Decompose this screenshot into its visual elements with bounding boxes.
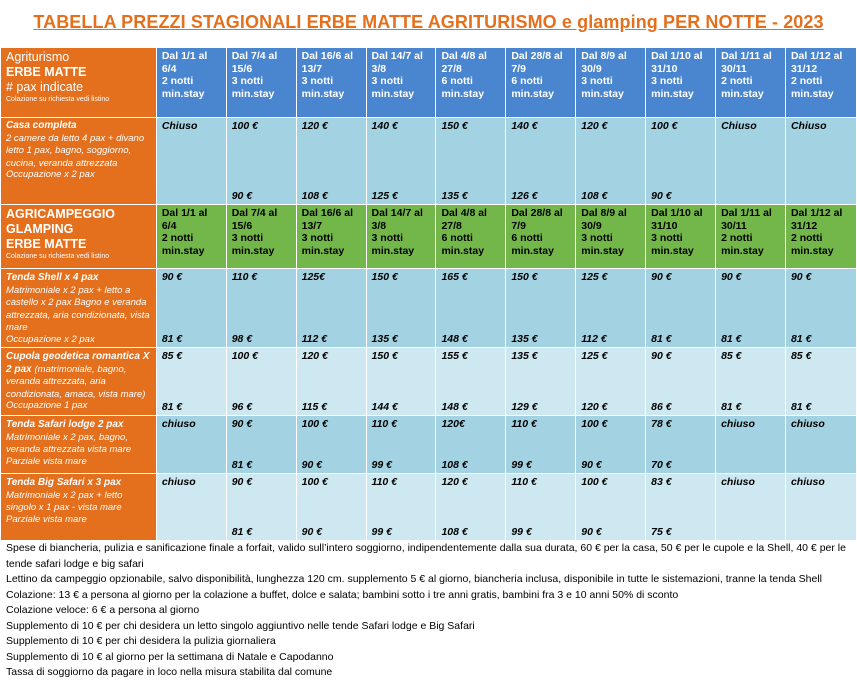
price-discounted: 81 € bbox=[651, 332, 672, 345]
price-discounted: 120 € bbox=[581, 400, 608, 413]
accommodation-name: Cupola geodetica romantica X 2 pax bbox=[6, 351, 150, 375]
price-discounted: 112 € bbox=[581, 332, 607, 345]
period-header-1 bbox=[156, 205, 226, 269]
price-discounted: 148 € bbox=[441, 332, 468, 345]
price-discounted: 70 € bbox=[651, 458, 672, 471]
period-dates: Dal 1/11 al 30/11 bbox=[721, 50, 772, 75]
price-discounted: 81 € bbox=[161, 332, 183, 345]
period-min-stay: 3 notti min.stay bbox=[371, 232, 415, 257]
price-cell bbox=[366, 416, 436, 474]
period-header-7 bbox=[576, 205, 646, 269]
price-discounted: 81 € bbox=[790, 400, 812, 413]
price-discounted: 99 € bbox=[511, 458, 532, 471]
period-header-4 bbox=[366, 48, 436, 118]
price-full: 100 € bbox=[231, 120, 258, 132]
note-line: Supplemento di 10 € al giorno per la settimana di Natale e Capodanno bbox=[6, 650, 334, 663]
price-discounted: 99 € bbox=[371, 525, 392, 538]
period-dates: Dal 28/8 al 7/9 bbox=[511, 207, 563, 232]
price-discounted: 90 € bbox=[581, 458, 602, 471]
accommodation-label bbox=[1, 269, 157, 348]
price-cell bbox=[226, 269, 296, 348]
price-full: 100 € bbox=[301, 476, 328, 488]
glamping-line3: ERBE MATTE bbox=[6, 237, 87, 251]
note-line: Spese di biancheria, pulizia e sanificazione finale a forfait, valido sull’intero soggiorno, indipendentemente dalla sua durata, 60 € per la casa, 50 € per le cupole e la Shell, 40 € per le tende safari lodge e big safari bbox=[6, 542, 846, 570]
price-full: 90 € bbox=[790, 271, 812, 283]
price-cell bbox=[156, 118, 226, 205]
period-dates: Dal 14/7 al 3/8 bbox=[371, 50, 423, 75]
price-discounted: 81 € bbox=[231, 458, 253, 471]
price-cell bbox=[436, 474, 506, 541]
price-full: 90 € bbox=[721, 271, 742, 283]
accommodation-desc: 2 camere da letto 4 pax + divano letto 1 pax, bagno, soggiorno, cucina, veranda attrezzata bbox=[6, 132, 145, 169]
price-discounted: 115 € bbox=[301, 400, 328, 413]
accommodation-label bbox=[1, 416, 157, 474]
price-full: 140 € bbox=[511, 120, 538, 132]
price-full: chiuso bbox=[721, 476, 755, 488]
period-header-2 bbox=[226, 205, 296, 269]
accommodation-name: Tenda Safari lodge 2 pax bbox=[6, 419, 124, 430]
price-cell bbox=[156, 416, 226, 474]
price-full: 155 € bbox=[441, 350, 468, 362]
price-cell bbox=[296, 474, 366, 541]
price-full: 110 € bbox=[371, 418, 398, 430]
price-cell bbox=[646, 348, 716, 416]
note-line: Supplemento di 10 € per chi desidera la pulizia giornaliera bbox=[6, 635, 276, 647]
price-cell bbox=[436, 118, 506, 205]
price-full: 100 € bbox=[231, 350, 258, 362]
price-full: 78 € bbox=[651, 418, 672, 430]
price-full: 150 € bbox=[441, 120, 468, 132]
accommodation-occupancy: Occupazione x 2 pax bbox=[6, 333, 95, 345]
accommodation-name: Casa completa bbox=[6, 120, 77, 131]
price-discounted: 81 € bbox=[721, 400, 742, 413]
period-dates: Dal 4/8 al 27/8 bbox=[441, 50, 487, 75]
price-full: 85 € bbox=[790, 350, 812, 362]
price-full: Chiuso bbox=[721, 120, 757, 132]
period-dates: Dal 1/12 al 31/12 bbox=[790, 207, 843, 232]
price-full: 140 € bbox=[371, 120, 398, 132]
price-cell bbox=[785, 269, 856, 348]
price-cell bbox=[436, 269, 506, 348]
period-header-9 bbox=[716, 205, 786, 269]
price-full: chiuso bbox=[790, 476, 825, 488]
price-full: chiuso bbox=[161, 476, 196, 488]
accommodation-occupancy: Occupazione 1 pax bbox=[6, 400, 88, 411]
period-header-5 bbox=[436, 205, 506, 269]
price-full: 90 € bbox=[161, 271, 183, 283]
price-full: 120€ bbox=[441, 418, 465, 430]
glamping-line2: GLAMPING bbox=[6, 222, 74, 236]
price-discounted: 135 € bbox=[441, 189, 468, 202]
price-discounted: 108 € bbox=[441, 458, 468, 471]
price-discounted: 99 € bbox=[511, 525, 532, 538]
price-full: 83 € bbox=[651, 476, 672, 488]
price-cell bbox=[506, 348, 576, 416]
price-discounted: 81 € bbox=[161, 400, 183, 413]
price-discounted: 81 € bbox=[231, 525, 253, 538]
price-discounted: 135 € bbox=[511, 332, 538, 345]
price-discounted: 108 € bbox=[301, 189, 328, 202]
period-min-stay: 3 notti min.stay bbox=[581, 232, 624, 257]
period-header-3 bbox=[296, 205, 366, 269]
price-full: 90 € bbox=[231, 418, 253, 430]
note-line: Colazione veloce: 6 € a persona al giorno bbox=[6, 604, 200, 616]
price-cell bbox=[506, 118, 576, 205]
price-discounted: 81 € bbox=[721, 332, 742, 345]
period-min-stay: 6 notti min.stay bbox=[441, 232, 485, 257]
glamping-label bbox=[1, 205, 157, 269]
accommodation-name: Tenda Big Safari x 3 pax bbox=[6, 477, 122, 488]
period-header-8 bbox=[646, 205, 716, 269]
period-dates: Dal 1/12 al 31/12 bbox=[790, 50, 843, 75]
period-min-stay: 3 notti min.stay bbox=[371, 75, 415, 100]
period-min-stay: 3 notti min.stay bbox=[651, 232, 694, 257]
period-header-6 bbox=[506, 48, 576, 118]
price-full: 165 € bbox=[441, 271, 468, 283]
price-full: 150 € bbox=[511, 271, 538, 283]
period-min-stay: 3 notti min.stay bbox=[301, 232, 345, 257]
price-cell bbox=[296, 348, 366, 416]
period-dates: Dal 1/1 al 6/4 bbox=[161, 50, 208, 75]
period-header-9 bbox=[716, 48, 786, 118]
price-discounted: 86 € bbox=[651, 400, 672, 413]
price-full: chiuso bbox=[790, 418, 825, 430]
price-cell bbox=[785, 474, 856, 541]
price-cell bbox=[156, 269, 226, 348]
price-cell bbox=[576, 416, 646, 474]
period-dates: Dal 14/7 al 3/8 bbox=[371, 207, 423, 232]
price-cell bbox=[436, 416, 506, 474]
price-full: chiuso bbox=[721, 418, 755, 430]
price-cell bbox=[436, 348, 506, 416]
period-header-7 bbox=[576, 48, 646, 118]
period-header-4 bbox=[366, 205, 436, 269]
accommodation-desc: Matrimoniale x 2 pax, bagno, veranda attrezzata vista mare bbox=[6, 431, 132, 455]
price-discounted: 90 € bbox=[301, 458, 323, 471]
price-cell bbox=[646, 474, 716, 541]
price-full: 125 € bbox=[581, 350, 608, 362]
price-discounted: 112 € bbox=[301, 332, 328, 345]
price-full: 110 € bbox=[511, 476, 537, 488]
price-discounted: 108 € bbox=[441, 525, 468, 538]
price-cell bbox=[366, 269, 436, 348]
price-full: 120 € bbox=[581, 120, 608, 132]
price-cell bbox=[646, 118, 716, 205]
accommodation-occupancy: Occupazione x 2 pax bbox=[6, 169, 95, 180]
period-header-2 bbox=[226, 48, 296, 118]
period-header-3 bbox=[296, 48, 366, 118]
price-cell bbox=[366, 474, 436, 541]
price-cell bbox=[785, 416, 856, 474]
price-cell bbox=[716, 416, 786, 474]
price-cell bbox=[716, 474, 786, 541]
price-cell bbox=[506, 416, 576, 474]
period-min-stay: 3 notti min.stay bbox=[301, 75, 345, 100]
price-full: 135 € bbox=[511, 350, 538, 362]
price-cell bbox=[576, 348, 646, 416]
period-dates: Dal 1/10 al 31/10 bbox=[651, 50, 703, 75]
period-min-stay: 3 notti min.stay bbox=[231, 75, 275, 100]
price-discounted: 108 € bbox=[581, 189, 608, 202]
price-full: Chiuso bbox=[161, 120, 198, 132]
accommodation-row bbox=[1, 474, 857, 541]
accommodation-label bbox=[1, 348, 157, 416]
agriturismo-label bbox=[1, 48, 157, 118]
price-full: 90 € bbox=[651, 350, 672, 362]
period-dates: Dal 7/4 al 15/6 bbox=[231, 50, 278, 75]
price-cell bbox=[296, 269, 366, 348]
price-discounted: 90 € bbox=[581, 525, 602, 538]
note-line: Supplemento di 10 € per chi desidera un letto singolo aggiuntivo nelle tende Safari lodge e Big Safari bbox=[6, 619, 475, 632]
period-min-stay: 3 notti min.stay bbox=[231, 232, 275, 257]
price-full: 85 € bbox=[161, 350, 183, 362]
price-cell bbox=[366, 118, 436, 205]
period-header-10 bbox=[785, 205, 856, 269]
price-discounted: 144 € bbox=[371, 400, 398, 413]
note-line: Colazione: 13 € a persona al giorno per la colazione a buffet, dolce e salata; bambini sotto i tre anni gratis, bambini fra 3 e 10 anni 50% di sconto bbox=[6, 588, 679, 601]
accommodation-row bbox=[1, 416, 857, 474]
period-dates: Dal 4/8 al 27/8 bbox=[441, 207, 487, 232]
period-header-6 bbox=[506, 205, 576, 269]
price-discounted: 96 € bbox=[231, 400, 253, 413]
notes-section bbox=[6, 541, 851, 681]
agriturismo-line3: # pax indicate bbox=[6, 80, 84, 94]
price-cell bbox=[156, 474, 226, 541]
price-cell bbox=[646, 416, 716, 474]
agriturismo-line4: Colazione su richiesta vedi listino bbox=[6, 96, 110, 103]
price-cell bbox=[226, 416, 296, 474]
price-discounted: 81 € bbox=[790, 332, 812, 345]
price-cell bbox=[296, 118, 366, 205]
price-full: 100 € bbox=[651, 120, 678, 132]
price-full: 120 € bbox=[441, 476, 468, 488]
agriturismo-line2: ERBE MATTE bbox=[6, 65, 87, 79]
price-cell bbox=[576, 474, 646, 541]
period-dates: Dal 1/1 al 6/4 bbox=[161, 207, 208, 232]
period-header-8 bbox=[646, 48, 716, 118]
price-full: 90 € bbox=[651, 271, 672, 283]
period-min-stay: 2 notti min.stay bbox=[721, 232, 764, 257]
accommodation-label bbox=[1, 118, 157, 205]
period-min-stay: 2 notti min.stay bbox=[161, 75, 205, 100]
period-min-stay: 3 notti min.stay bbox=[651, 75, 694, 100]
period-min-stay: 2 notti min.stay bbox=[790, 75, 834, 100]
period-min-stay: 3 notti min.stay bbox=[581, 75, 624, 100]
price-cell bbox=[646, 269, 716, 348]
price-cell bbox=[226, 474, 296, 541]
accommodation-desc: Matrimoniale x 2 pax + letto singolo x 1 pax - vista mare bbox=[6, 489, 123, 513]
price-discounted: 99 € bbox=[371, 458, 392, 471]
period-dates: Dal 16/6 al 13/7 bbox=[301, 207, 353, 232]
period-header-10 bbox=[785, 48, 856, 118]
period-dates: Dal 28/8 al 7/9 bbox=[511, 50, 563, 75]
price-discounted: 125 € bbox=[371, 189, 398, 202]
accommodation-row bbox=[1, 269, 857, 348]
price-cell bbox=[576, 118, 646, 205]
price-cell bbox=[716, 348, 786, 416]
accommodation-name: Tenda Shell x 4 pax bbox=[6, 272, 99, 283]
accommodation-row bbox=[1, 118, 857, 205]
price-table bbox=[0, 47, 857, 541]
accommodation-occupancy: Parziale vista mare bbox=[6, 455, 87, 467]
price-full: 100 € bbox=[581, 418, 608, 430]
period-min-stay: 2 notti min.stay bbox=[161, 232, 205, 257]
price-full: Chiuso bbox=[790, 120, 827, 132]
price-cell bbox=[226, 118, 296, 205]
period-header-5 bbox=[436, 48, 506, 118]
price-cell bbox=[366, 348, 436, 416]
period-min-stay: 2 notti min.stay bbox=[790, 232, 834, 257]
accommodation-label bbox=[1, 474, 157, 541]
period-dates: Dal 1/10 al 31/10 bbox=[651, 207, 703, 232]
period-dates: Dal 16/6 al 13/7 bbox=[301, 50, 353, 75]
period-min-stay: 6 notti min.stay bbox=[511, 232, 554, 257]
price-full: 120 € bbox=[301, 350, 328, 362]
period-header-1 bbox=[156, 48, 226, 118]
glamping-line1: AGRICAMPEGGIO bbox=[6, 207, 116, 221]
accommodation-desc: (matrimoniale, bagno, veranda attrezzata, aria condizionata, amaca, vista mare) bbox=[6, 363, 146, 400]
price-cell bbox=[785, 348, 856, 416]
price-full: 90 € bbox=[231, 476, 253, 488]
period-dates: Dal 8/9 al 30/9 bbox=[581, 207, 627, 232]
price-full: 100 € bbox=[581, 476, 608, 488]
period-dates: Dal 7/4 al 15/6 bbox=[231, 207, 278, 232]
price-full: 110 € bbox=[231, 271, 258, 283]
accommodation-occupancy: Parziale vista mare bbox=[6, 513, 87, 525]
price-full: 110 € bbox=[371, 476, 398, 488]
price-discounted: 75 € bbox=[651, 525, 672, 538]
price-full: 110 € bbox=[511, 418, 537, 430]
price-discounted: 98 € bbox=[231, 332, 253, 345]
note-line: Lettino da campeggio opzionabile, salvo disponibilità, lunghezza 120 cm. supplemento 5 € al giorno, biancheria inclusa, disponibile in tutte le sistemazioni, tranne la tenda Shell bbox=[6, 573, 823, 585]
price-discounted: 90 € bbox=[301, 525, 323, 538]
note-line: Tassa di soggiorno da pagare in loco nella misura stabilita dal comune bbox=[6, 666, 333, 678]
price-full: 150 € bbox=[371, 350, 398, 362]
price-cell bbox=[716, 269, 786, 348]
price-full: 150 € bbox=[371, 271, 398, 283]
price-cell bbox=[576, 269, 646, 348]
period-dates: Dal 8/9 al 30/9 bbox=[581, 50, 627, 75]
price-full: 125 € bbox=[581, 271, 608, 283]
price-discounted: 90 € bbox=[651, 189, 672, 202]
price-discounted: 129 € bbox=[511, 400, 538, 413]
period-dates: Dal 1/11 al 30/11 bbox=[721, 207, 772, 232]
glamping-line4: Colazione su richiesta vedi listino bbox=[6, 253, 110, 260]
price-full: 100 € bbox=[301, 418, 328, 430]
period-min-stay: 2 notti min.stay bbox=[721, 75, 764, 100]
price-cell bbox=[506, 269, 576, 348]
header-row-glamping bbox=[1, 205, 857, 269]
price-discounted: 90 € bbox=[231, 189, 253, 202]
agriturismo-line1: Agriturismo bbox=[6, 50, 70, 64]
price-discounted: 148 € bbox=[441, 400, 468, 413]
page-title: TABELLA PREZZI STAGIONALI ERBE MATTE AGRITURISMO e glamping PER NOTTE - 2023 bbox=[33, 12, 824, 32]
period-min-stay: 6 notti min.stay bbox=[441, 75, 485, 100]
price-full: 85 € bbox=[721, 350, 742, 362]
price-full: 125€ bbox=[301, 271, 325, 283]
price-cell bbox=[156, 348, 226, 416]
price-discounted: 126 € bbox=[511, 189, 538, 202]
price-full: 120 € bbox=[301, 120, 328, 132]
price-full: chiuso bbox=[161, 418, 196, 430]
price-cell bbox=[716, 118, 786, 205]
price-cell bbox=[506, 474, 576, 541]
price-cell bbox=[785, 118, 856, 205]
price-discounted: 135 € bbox=[371, 332, 398, 345]
price-cell bbox=[296, 416, 366, 474]
accommodation-row bbox=[1, 348, 857, 416]
accommodation-desc: Matrimoniale x 2 pax + letto a castello x 2 pax Bagno e veranda attrezzata, aria condizionata, vista mare bbox=[6, 284, 150, 333]
header-row-agriturismo bbox=[1, 48, 857, 118]
price-cell bbox=[226, 348, 296, 416]
period-min-stay: 6 notti min.stay bbox=[511, 75, 554, 100]
